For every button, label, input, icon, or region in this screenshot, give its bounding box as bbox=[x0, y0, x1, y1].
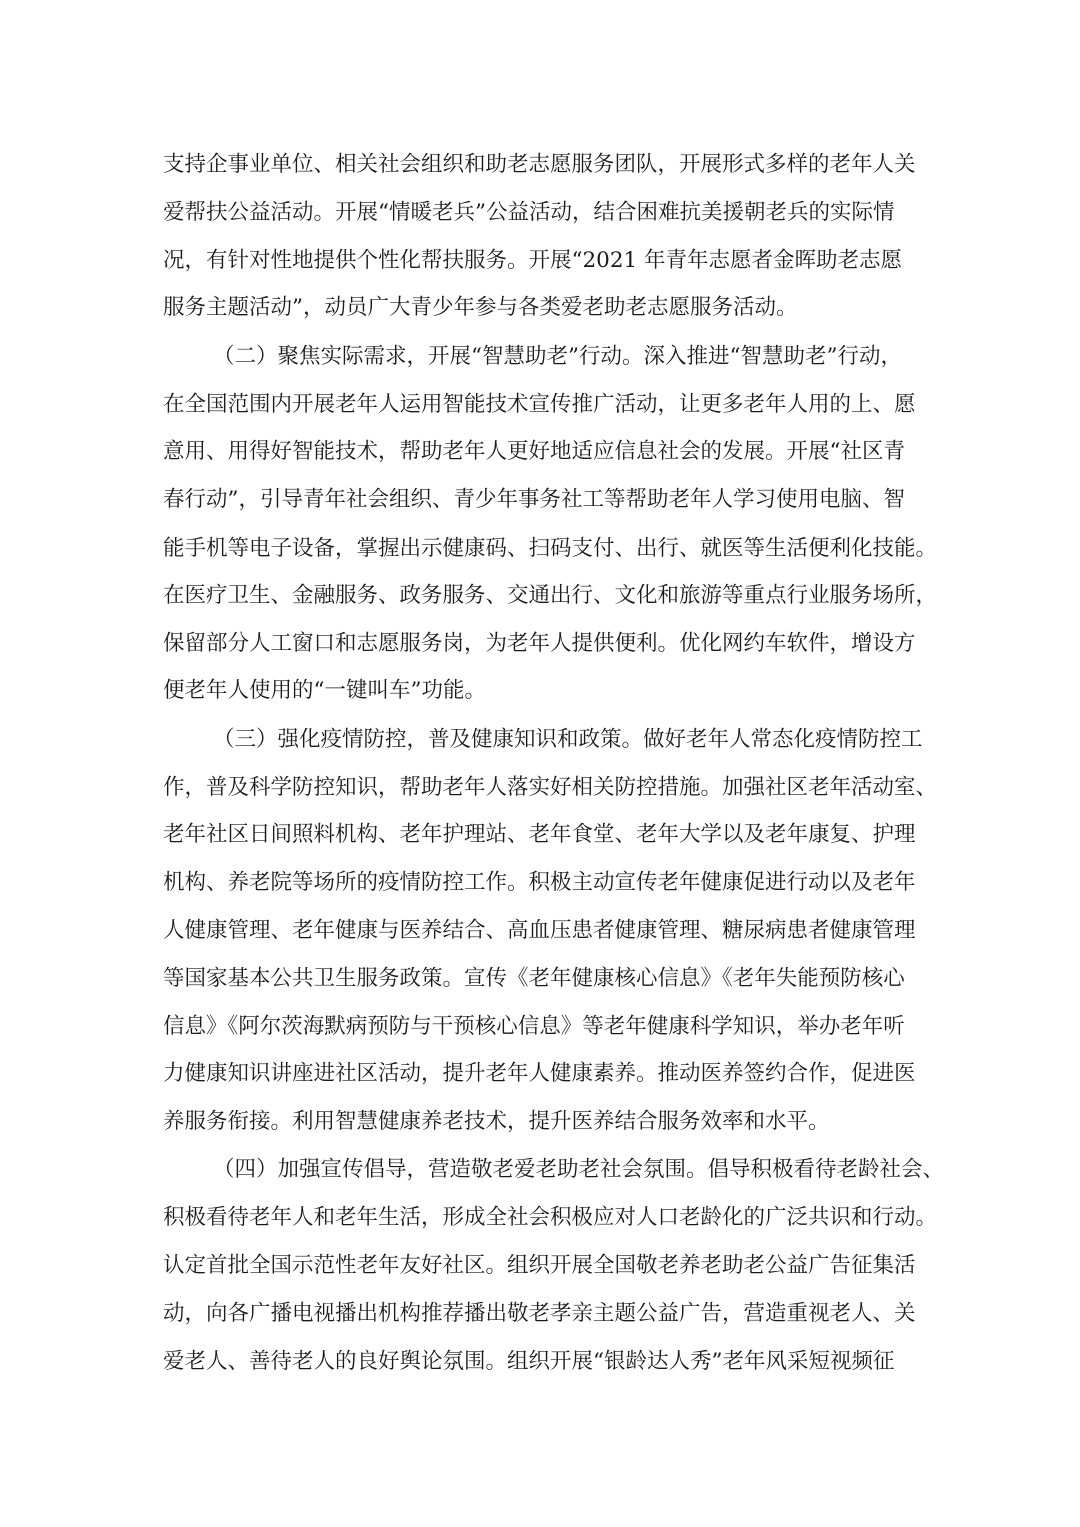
section-heading-line: （二）聚焦实际需求，开展“智慧助老”行动。深入推进“智慧助老”行动， bbox=[213, 344, 902, 369]
body-text-line: 服务主题活动”，动员广大青少年参与各类爱老助老志愿服务活动。 bbox=[163, 295, 798, 320]
section-heading-line: （三）强化疫情防控，普及健康知识和政策。做好老年人常态化疫情防控工 bbox=[213, 727, 923, 752]
body-text-line: 人健康管理、老年健康与医养结合、高血压患者健康管理、糖尿病患者健康管理 bbox=[163, 918, 916, 943]
body-text-line: 爱帮扶公益活动。开展“情暖老兵”公益活动，结合困难抗美援朝老兵的实际情 bbox=[163, 200, 895, 225]
body-text-line: 意用、用得好智能技术，帮助老年人更好地适应信息社会的发展。开展“社区青 bbox=[163, 439, 905, 464]
body-text-line: 力健康知识讲座进社区活动，提升老年人健康素养。推动医养签约合作，促进医 bbox=[163, 1061, 916, 1086]
body-text-line: 保留部分人工窗口和志愿服务岗，为老年人提供便利。优化网约车软件，增设方 bbox=[163, 631, 916, 656]
body-text-line: 认定首批全国示范性老年友好社区。组织开展全国敬老养老助老公益广告征集活 bbox=[163, 1253, 916, 1278]
body-text-line: 爱老人、善待老人的良好舆论氛围。组织开展“银龄达人秀”老年风采短视频征 bbox=[163, 1349, 895, 1374]
body-text-line: 支持企事业单位、相关社会组织和助老志愿服务团队，开展形式多样的老年人关 bbox=[163, 152, 916, 177]
body-text-line: 等国家基本公共卫生服务政策。宣传《老年健康核心信息》《老年失能预防核心 bbox=[163, 966, 905, 991]
body-text-line: 老年社区日间照料机构、老年护理站、老年食堂、老年大学以及老年康复、护理 bbox=[163, 822, 916, 847]
body-text-line: 养服务衔接。利用智慧健康养老技术，提升医养结合服务效率和水平。 bbox=[163, 1109, 830, 1134]
body-text-line: 动，向各广播电视播出机构推荐播出敬老孝亲主题公益广告，营造重视老人、关 bbox=[163, 1301, 916, 1326]
body-text-line: 况，有针对性地提供个性化帮扶服务。开展“2021 年青年志愿者金晖助老志愿 bbox=[163, 248, 903, 273]
section-heading-line: （四）加强宣传倡导，营造敬老爱老助老社会氛围。倡导积极看待老龄社会、 bbox=[213, 1157, 945, 1182]
body-text-line: 春行动”，引导青年社会组织、青少年事务社工等帮助老年人学习使用电脑、智 bbox=[163, 487, 905, 512]
body-text-line: 信息》《阿尔茨海默病预防与干预核心信息》等老年健康科学知识，举办老年听 bbox=[163, 1014, 905, 1039]
body-text-line: 积极看待老年人和老年生活，形成全社会积极应对人口老龄化的广泛共识和行动。 bbox=[163, 1205, 938, 1230]
body-text-line: 便老年人使用的“一键叫车”功能。 bbox=[163, 678, 486, 703]
body-text-line: 在全国范围内开展老年人运用智能技术宣传推广活动，让更多老年人用的上、愿 bbox=[163, 392, 916, 417]
body-text-line: 能手机等电子设备，掌握出示健康码、扫码支付、出行、就医等生活便利化技能。 bbox=[163, 536, 938, 561]
body-text-line: 作，普及科学防控知识，帮助老年人落实好相关防控措施。加强社区老年活动室、 bbox=[163, 775, 938, 800]
body-text-line: 机构、养老院等场所的疫情防控工作。积极主动宣传老年健康促进行动以及老年 bbox=[163, 870, 916, 895]
body-text-line: 在医疗卫生、金融服务、政务服务、交通出行、文化和旅游等重点行业服务场所， bbox=[163, 583, 938, 608]
